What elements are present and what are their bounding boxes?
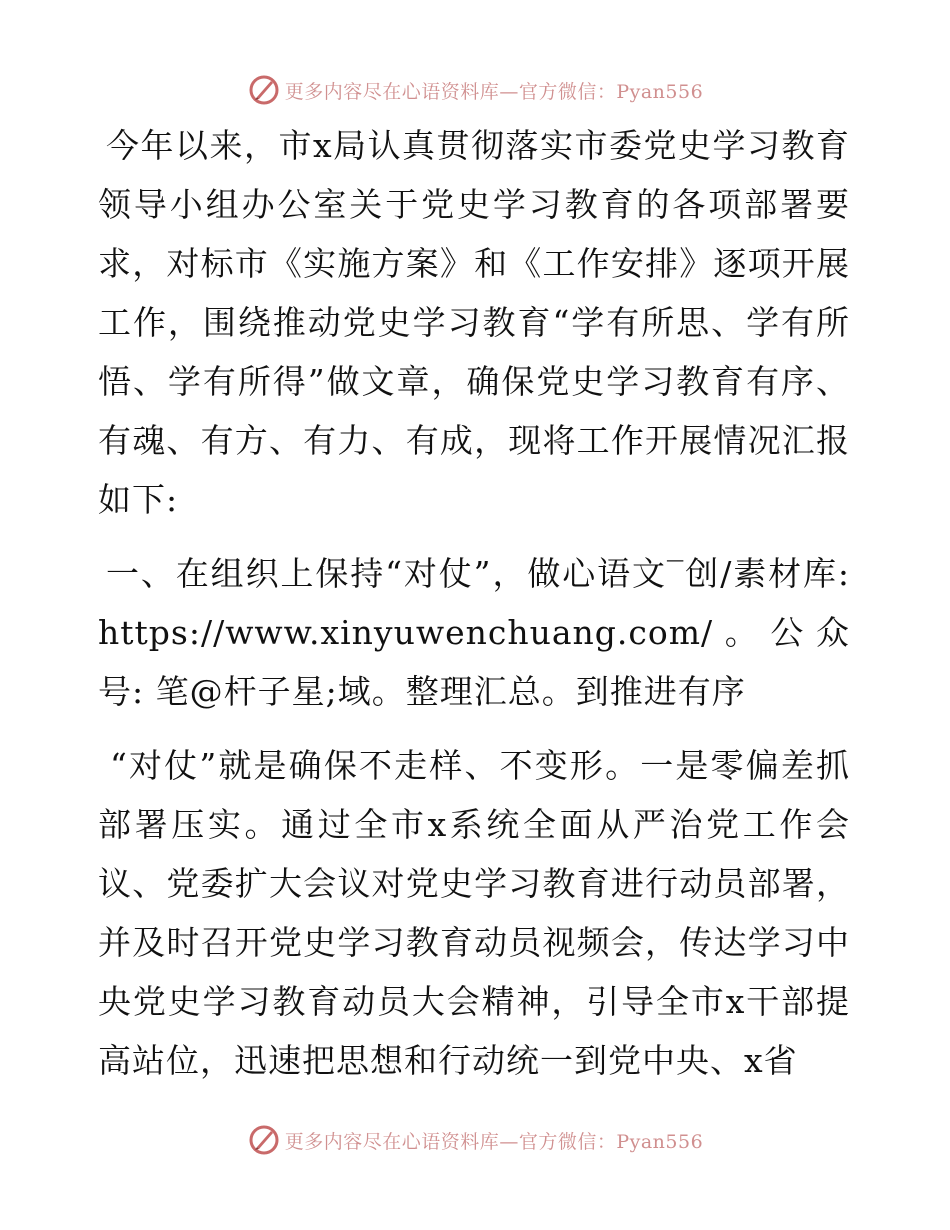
watermark-wechat-id: Pyan556 bbox=[616, 1130, 704, 1153]
header-watermark bbox=[0, 70, 950, 110]
watermark-text bbox=[285, 1127, 703, 1154]
watermark-text bbox=[285, 77, 703, 104]
watermark-separator: — bbox=[499, 80, 519, 103]
section-heading-1: 一、在组织上保持“对仗”，做心语文‾创/素材库: https://www.xinyuwenchuang.com/。公众号: 笔@杆子星;域。整理汇总。到推进有序 bbox=[98, 554, 850, 711]
watermark-separator: — bbox=[499, 1130, 519, 1153]
watermark-wechat-id: Pyan556 bbox=[616, 80, 704, 103]
watermark-site-text: 更多内容尽在心语资料库 bbox=[284, 80, 500, 103]
quill-seal-icon bbox=[247, 1123, 281, 1157]
document-body bbox=[98, 116, 850, 1090]
watermark-site-text: 更多内容尽在心语资料库 bbox=[284, 1130, 500, 1153]
watermark-wechat-label: 官方微信： bbox=[518, 80, 617, 103]
intro-paragraph: 今年以来，市x局认真贯彻落实市委党史学习教育领导小组办公室关于党史学习教育的各项部署要求，对标市《实施方案》和《工作安排》逐项开展工作，围绕推动党史学习教育“学有所思、学有所悟、学有所得”做文章，确保党史学习教育有序、有魂、有方、有力、有成，现将工作开展情况汇报如下: bbox=[98, 126, 850, 519]
watermark-wechat-label: 官方微信： bbox=[518, 1130, 617, 1153]
quill-seal-icon bbox=[247, 73, 281, 107]
footer-watermark bbox=[0, 1120, 950, 1160]
section-paragraph-1: “对仗”就是确保不走样、不变形。一是零偏差抓部署压实。通过全市x系统全面从严治党工作会议、党委扩大会议对党史学习教育进行动员部署，并及时召开党史学习教育动员视频会，传达学习中央党史学习教育动员大会精神，引导全市x干部提高站位，迅速把思想和行动统一到党中央、x省 bbox=[98, 746, 850, 1080]
